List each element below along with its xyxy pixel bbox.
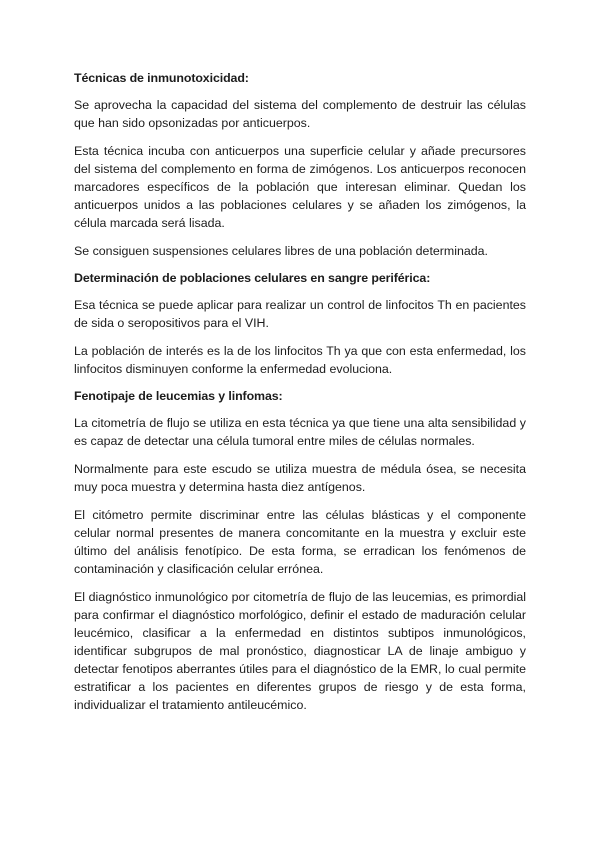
paragraph: El citómetro permite discriminar entre las células blásticas y el componente celular normal presentes de manera concomitante en la muestra y excluir este último del análisis fenotípico. De esta forma, se erradican los fenómenos de contaminación y clasificación celular errónea. — [74, 508, 526, 576]
paragraph: El diagnóstico inmunológico por citometría de flujo de las leucemias, es primordial para confirmar el diagnóstico morfológico, definir el estado de maduración celular leucémico, clasificar a la enfermedad en distintos subtipos inmunológicos, identificar subgrupos de mal pronóstico, diagnosticar LA de linaje ambiguo y detectar fenotipos aberrantes útiles para el diagnóstico de la EMR, lo cual permite estratificar a los pacientes en diferentes grupos de riesgo y de esta forma, individualizar el tratamiento antileucémico. — [74, 590, 526, 712]
paragraph: Normalmente para este escudo se utiliza muestra de médula ósea, se necesita muy poca muestra y determina hasta diez antígenos. — [74, 462, 526, 494]
paragraph: La citometría de flujo se utiliza en esta técnica ya que tiene una alta sensibilidad y es capaz de detectar una célula tumoral entre miles de células normales. — [74, 416, 526, 448]
section-heading-poblaciones-celulares: Determinación de poblaciones celulares en sangre periférica: — [74, 271, 431, 285]
paragraph: La población de interés es la de los linfocitos Th ya que con esta enfermedad, los linfocitos disminuyen conforme la enfermedad evoluciona. — [74, 344, 526, 376]
paragraph: Se aprovecha la capacidad del sistema del complemento de destruir las células que han sido opsonizadas por anticuerpos. — [74, 98, 526, 130]
paragraph: Esta técnica incuba con anticuerpos una superficie celular y añade precursores del sistema del complemento en forma de zimógenos. Los anticuerpos reconocen marcadores específicos de la población que interesan eliminar. Quedan los anticuerpos unidos a las poblaciones celulares y se añaden los zimógenos, la célula marcada será lisada. — [74, 144, 526, 230]
paragraph: Se consiguen suspensiones celulares libres de una población determinada. — [74, 244, 488, 258]
section-heading-inmunotoxicidad: Técnicas de inmunotoxicidad: — [74, 71, 249, 85]
paragraph: Esa técnica se puede aplicar para realizar un control de linfocitos Th en pacientes de sida o seropositivos para el VIH. — [74, 298, 526, 330]
section-heading-fenotipaje: Fenotipaje de leucemias y linfomas: — [74, 389, 283, 403]
